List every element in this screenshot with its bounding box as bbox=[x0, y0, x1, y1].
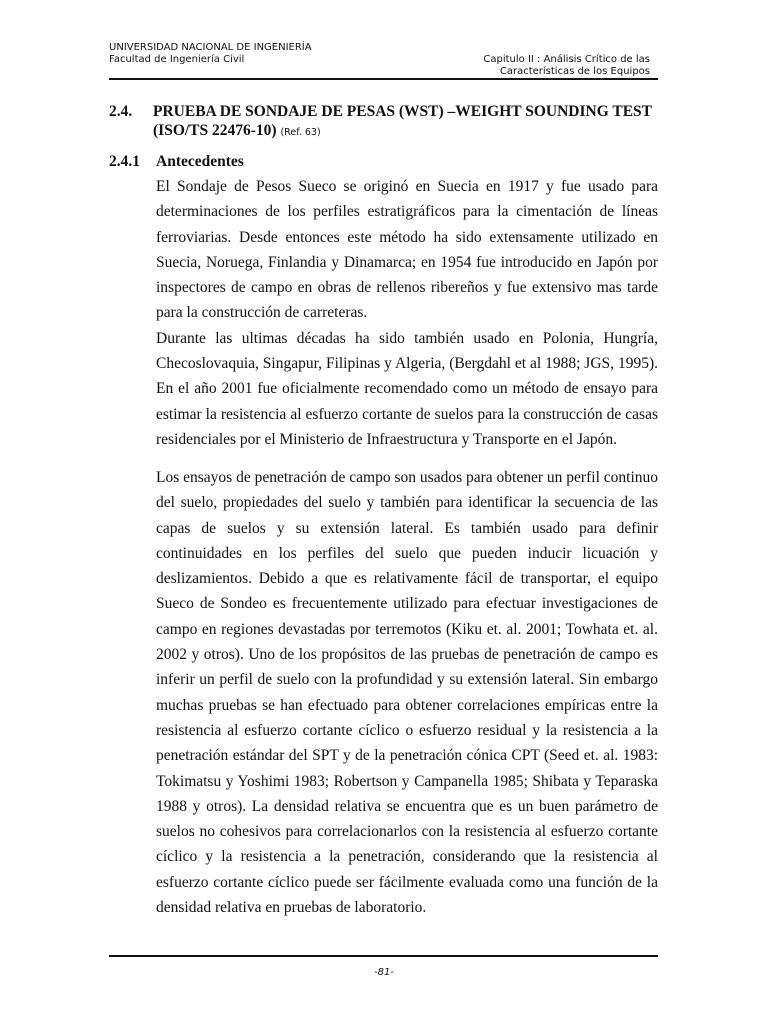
text-line: Suecia, Noruega, Finlandia y Dinamarca; en 1954 fue introducido en Japón por bbox=[156, 253, 658, 271]
text-line: del suelo, propiedades del suelo y también para identificar la secuencia de las bbox=[156, 494, 658, 512]
text-line: Durante las ultimas décadas ha sido también usado en Polonia, Hungría, bbox=[156, 329, 658, 347]
text-line: ferroviarias. Desde entonces este método ha sido extensamente utilizado en bbox=[156, 228, 658, 246]
text-line: El Sondaje de Pesos Sueco se originó en Suecia en 1917 y fue usado para bbox=[156, 178, 658, 195]
text-line: deslizamientos. Debido a que es relativamente fácil de transportar, el equipo bbox=[156, 570, 658, 588]
chapter-title-line1: Capitulo II : Análisis Crítico de las bbox=[483, 54, 650, 65]
page-number: -81- bbox=[374, 967, 394, 978]
text-line: capas de suelos y su extensión lateral. Es también usado para definir bbox=[156, 519, 658, 537]
faculty-name: Facultad de Ingeniería Civil bbox=[109, 54, 245, 65]
header-divider bbox=[109, 78, 658, 80]
text-line: estimar la resistencia al esfuerzo cortante de suelos para la construcción de casas bbox=[156, 405, 658, 423]
text-line: Los ensayos de penetración de campo son usados para obtener un perfil continuo bbox=[156, 469, 658, 486]
text-line: Checoslovaquia, Singapur, Filipinas y Algeria, (Bergdahl et al 1988; JGS, 1995). bbox=[156, 355, 658, 373]
text-line: 2002 y otros). Uno de los propósitos de las pruebas de penetración de campo es bbox=[156, 646, 658, 664]
section-title-line2: (ISO/TS 22476-10) bbox=[153, 122, 277, 139]
footer-divider bbox=[109, 955, 658, 957]
section-number: 2.4. bbox=[109, 103, 133, 120]
text-line: cíclico y la resistencia a la penetración, considerando que la resistencia al bbox=[156, 848, 658, 866]
text-line: densidad relativa en pruebas de laboratorio. bbox=[156, 899, 427, 917]
text-line: determinaciones de los perfiles estratigráficos para la cimentación de líneas bbox=[156, 203, 658, 221]
page-header-left bbox=[109, 42, 312, 66]
text-line: continuidades en los perfiles del suelo que pueden inducir licuación y bbox=[156, 544, 658, 562]
text-line: muchas pruebas se han efectuado para obtener correlaciones empíricas entre la bbox=[156, 696, 658, 714]
section-reference: (Ref. 63) bbox=[280, 127, 321, 138]
text-line: esfuerzo cortante cíclico puede ser fácilmente evaluada como una función de la bbox=[156, 873, 658, 891]
text-line: Sueco de Sondeo es frecuentemente utilizado para efectuar investigaciones de bbox=[156, 595, 658, 613]
text-line: campo en regiones devastadas por terremotos (Kiku et. al. 2001; Towhata et. al. bbox=[156, 620, 658, 638]
text-line: resistencia al esfuerzo cortante cíclico o esfuerzo residual y la resistencia a la bbox=[156, 721, 658, 739]
subsection-number: 2.4.1 bbox=[109, 153, 140, 170]
text-line: para la construcción de carreteras. bbox=[156, 304, 368, 322]
text-line: Tokimatsu y Yoshimi 1983; Robertson y Campanella 1985; Shibata y Teparaska bbox=[156, 772, 658, 790]
text-line: suelos no cohesivos para correlacionarlos con la resistencia al esfuerzo cortante bbox=[156, 823, 658, 841]
university-name: UNIVERSIDAD NACIONAL DE INGENIERÍA bbox=[109, 42, 312, 53]
text-line: En el año 2001 fue oficialmente recomendado como un método de ensayo para bbox=[156, 380, 658, 398]
text-line: inferir un perfil de suelo con la profundidad y su extensión lateral. Sin embargo bbox=[156, 671, 658, 689]
paragraph-2 bbox=[156, 465, 658, 920]
section-title-line1: PRUEBA DE SONDAJE DE PESAS (WST) –WEIGHT SOUNDING TEST bbox=[153, 103, 652, 120]
subsection-title: Antecedentes bbox=[156, 153, 244, 170]
text-line: residenciales por el Ministerio de Infraestructura y Transporte en el Japón. bbox=[156, 430, 617, 448]
paragraph-1 bbox=[156, 174, 658, 452]
section-heading bbox=[109, 102, 669, 142]
text-line: 1988 y otros). La densidad relativa se encuentra que es un buen parámetro de bbox=[156, 797, 658, 815]
subsection-heading bbox=[109, 152, 244, 171]
text-line: penetración estándar del SPT y de la penetración cónica CPT (Seed et. al. 1983: bbox=[156, 747, 658, 765]
text-line: inspectores de campo en obras de rellenos ribereños y fue extensivo mas tarde bbox=[156, 279, 658, 297]
chapter-title-line2: Características de los Equipos bbox=[499, 66, 650, 77]
page-header-right bbox=[483, 54, 650, 78]
